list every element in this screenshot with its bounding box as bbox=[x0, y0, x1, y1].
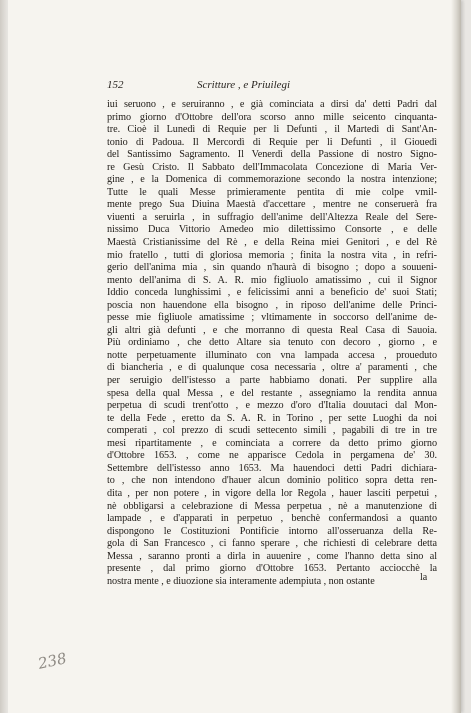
text-line: te della Fede , eretto da S. A. R. in Torino , per sette Luoghi da noi bbox=[107, 412, 437, 424]
text-line: Più ordiniamo , che detto Altare sia tenuto con decoro , giorno , e bbox=[107, 337, 437, 349]
text-line: Maestà Cristianissime del Rè , e della Reina miei Genitori , e del Rè bbox=[107, 237, 437, 249]
text-line: pesse mie figliuole amatissime ; vltimamente in soccorso dell'anime de- bbox=[107, 312, 437, 324]
text-line: Messa , saranno pronti a dirla in auuenire , come l'hanno detta sino al bbox=[107, 550, 437, 562]
page-header bbox=[107, 79, 437, 95]
text-line: comperati , col prezzo di scudi settecento simili , pagabili di tre in tre bbox=[107, 425, 437, 437]
text-line: notte perpetuamente illuminato con vna lampada accesa , proueduto bbox=[107, 349, 437, 361]
text-line: mento dell'anima di S. A. R. mio figliuolo amatissimo , cui il Signor bbox=[107, 274, 437, 286]
text-line: nostra mente , e diuozione sia interamente adempiuta , non ostante bbox=[107, 575, 375, 587]
text-line: tonio di Padoua. Il Mercordì di Requie per li Defunti , il Giouedì bbox=[107, 136, 437, 148]
text-line: per seruigio dell'istesso a parte habbiamo donati. Per supplire alla bbox=[107, 375, 437, 387]
text-line: lampade , e d'apparati in perpetuo , benchè confermandosi a quanto bbox=[107, 513, 437, 525]
running-head: Scritture , e Priuilegi bbox=[197, 79, 291, 91]
page-spine-shadow bbox=[451, 0, 461, 713]
text-line: Settembre dell'istesso anno 1653. Ma hauendoci detti Padri dichiara- bbox=[107, 462, 437, 474]
text-line: dita , per non potere , in vigore della lor Regola , hauer lasciti perpetui , bbox=[107, 487, 437, 499]
text-line: perpetua di scudi trent'otto , e mezzo d'oro d'Italia douutaci dal Mon- bbox=[107, 400, 437, 412]
text-line: iui seruono , e seruiranno , e già cominciata a dirsi da' detti Padri dal bbox=[107, 99, 437, 110]
text-line: gerio dell'anima mia , sin quando n'haurà di bisogno ; dopo a souueni- bbox=[107, 262, 437, 274]
text-line: gola di San Francesco , ci fanno sperare , che richiesti di celebrare detta bbox=[107, 538, 437, 550]
text-line: to , che non intendono d'hauer alcun dominio politico sopra detta ren- bbox=[107, 475, 437, 487]
body-text bbox=[107, 99, 437, 588]
text-line: gine , e la Domenica di commemorazione secondo la nostra intenzione; bbox=[107, 174, 437, 186]
catchword: la bbox=[420, 572, 428, 583]
text-line: Iddio conceda lunghissimi , e felicissimi anni a beneficio de' suoi Stati; bbox=[107, 287, 437, 299]
text-line: nè obbligarsi a celebrazione di Messa perpetua , nè a manutenzione di bbox=[107, 500, 437, 512]
text-line: dispongono le Costituzioni Pontificie intorno all'osseruanza della Re- bbox=[107, 525, 437, 537]
page-number: 152 bbox=[107, 79, 124, 91]
text-line: mesi ripartitamente , e cominciata a correre da detto primo giorno bbox=[107, 437, 437, 449]
text-line: primo giorno d'Ottobre dell'ora scorso anno mille seicento cinquanta- bbox=[107, 111, 437, 123]
text-line: mio fratello , tutti di gloriosa memoria ; finita la nostra vita , in refri- bbox=[107, 249, 437, 261]
text-line: nissimo Duca Vittorio Amedeo mio dilettissimo Consorte , e delle bbox=[107, 224, 437, 236]
scan-edge bbox=[0, 0, 8, 713]
text-line: viuenti a seruirla , in suffragio dell'anime dell'Altezza Reale del Sere- bbox=[107, 211, 437, 223]
text-line: poscia non hauendone ella bisogno , in riposo dell'anime delle Princi- bbox=[107, 299, 437, 311]
text-line: del Santissimo Sagramento. Il Venerdì della Passione di nostro Signo- bbox=[107, 149, 437, 161]
text-line: tre. Cioè il Lunedì di Requie per li Defunti , il Martedì di Sant'An- bbox=[107, 124, 437, 136]
text-line: re Gesù Cristo. Il Sabbato dell'Immacolata Concezione di Maria Ver- bbox=[107, 161, 437, 173]
text-line: d'Ottobre 1653. , come ne apparisce Cedola in pergamena de' 30. bbox=[107, 450, 437, 462]
text-line: presente , dal primo giorno d'Ottobre 1653. Pertanto acciocchè la bbox=[107, 563, 437, 575]
archive-handwritten-number: 238 bbox=[36, 649, 69, 673]
text-line: Tutte le quali Messe primieramente pentita di mie colpe vmil- bbox=[107, 186, 437, 198]
text-line: mente prego Sua Diuina Maestà d'accettare , mentre ne conseruerà fra bbox=[107, 199, 437, 211]
text-line: gli altri già defunti , e che morranno di questa Real Casa di Sauoia. bbox=[107, 324, 437, 336]
text-line: spesa della qual Messa , e del restante , assegniamo la rendita annua bbox=[107, 387, 437, 399]
text-line: di biancheria , e di qualunque cosa necessaria , oltre a' paramenti , che bbox=[107, 362, 437, 374]
